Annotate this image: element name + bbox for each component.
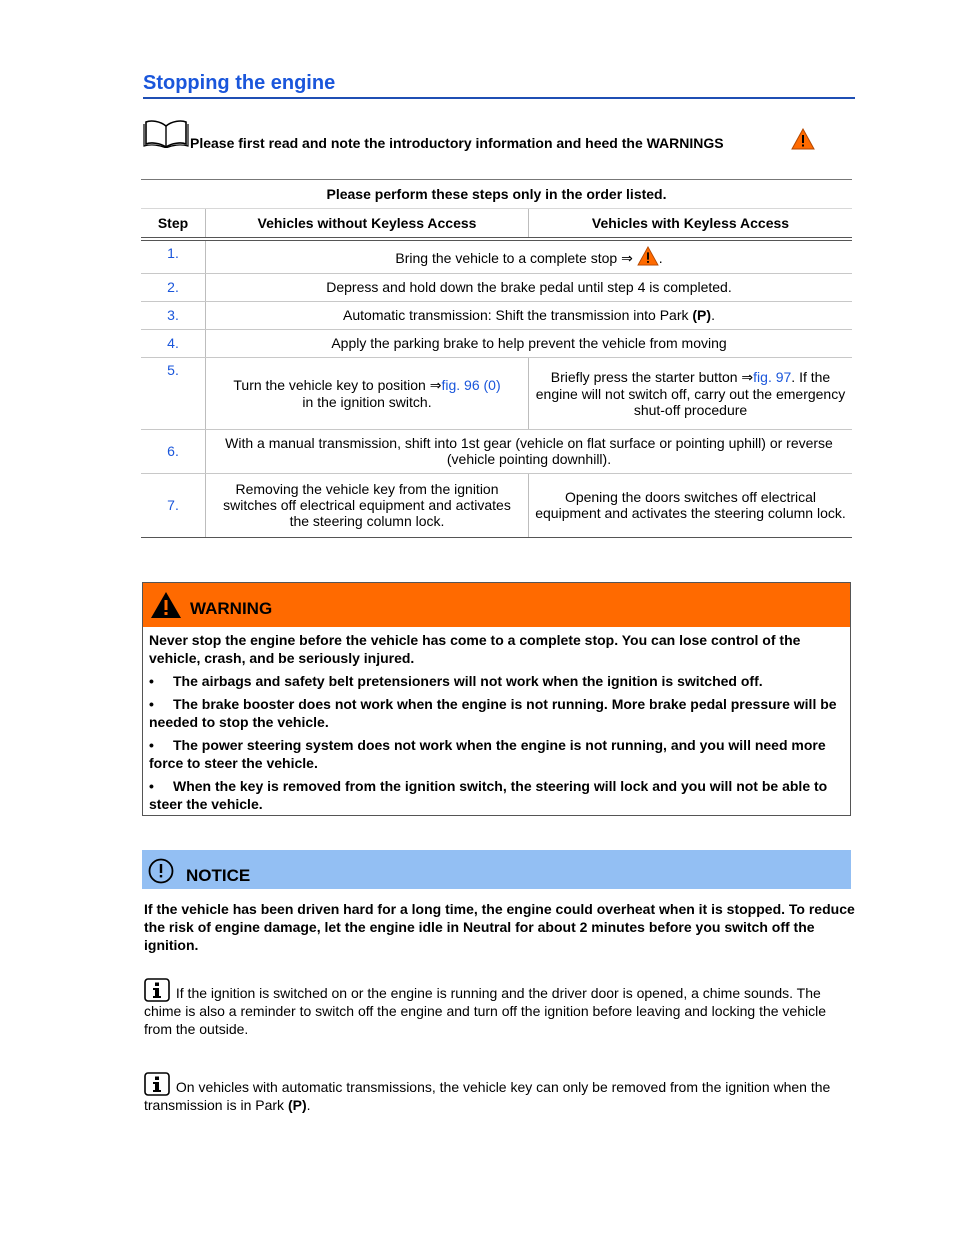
- warning-header: [143, 583, 850, 627]
- info-icon: [144, 978, 170, 1002]
- header-with-keyless: Vehicles with Keyless Access: [529, 209, 853, 240]
- step-text: Bring the vehicle to a complete stop ⇒ .: [206, 239, 853, 273]
- warning-triangle-icon[interactable]: [791, 128, 815, 150]
- warning-label: WARNING: [190, 599, 273, 618]
- intro-note: [143, 118, 855, 154]
- list-item: • The brake booster does not work when the engine is not running. More brake pedal pressure will be needed to stop the vehicle.: [149, 696, 837, 730]
- step-text-without-keyless: Removing the vehicle key from the ignition switches off electrical equipment and activates the steering column lock.: [206, 473, 529, 537]
- warning-triangle-icon: [150, 591, 182, 619]
- step-number: 6.: [141, 429, 206, 473]
- list-item: • When the key is removed from the ignition switch, the steering will lock and you will not be able to steer the vehicle.: [149, 778, 828, 812]
- warning-box: [142, 582, 851, 816]
- info-text: On vehicles with automatic transmissions, the vehicle key can only be removed from the ignition when the transmission is in Park: [144, 1079, 831, 1113]
- table-row: [141, 273, 852, 301]
- info-note: On vehicles with automatic transmissions, the vehicle key can only be removed from the ignition when the transmission is in Park (P).: [144, 1072, 856, 1114]
- page-title: Stopping the engine: [143, 72, 855, 99]
- info-text: If the ignition is switched on or the engine is running and the driver door is opened, a chime sounds. The chime is also a reminder to switch off the engine and turn off the ignition before leaving and locking the vehicle from the outside.: [144, 985, 827, 1037]
- list-item: • The airbags and safety belt pretensioners will not work when the ignition is switched off.: [149, 673, 763, 689]
- step-number: 4.: [141, 329, 206, 357]
- step-text: Apply the parking brake to help prevent the vehicle from moving: [206, 329, 853, 357]
- step-text-without-keyless: Turn the vehicle key to position ⇒fig. 96 (0) in the ignition switch.: [206, 357, 529, 429]
- step-number: 5.: [141, 357, 206, 429]
- table-row: [141, 239, 852, 273]
- step-number: 2.: [141, 273, 206, 301]
- step-text-with-keyless: Opening the doors switches off electrical equipment and activates the steering column lock.: [529, 473, 853, 537]
- table-row: [141, 301, 852, 329]
- table-row: [141, 473, 852, 537]
- header-step: Step: [141, 209, 206, 240]
- warning-triangle-icon[interactable]: [637, 246, 659, 266]
- info-icon: [144, 1072, 170, 1096]
- notice-text: If the vehicle has been driven hard for a long time, the engine could overheat when it is stopped. To reduce the risk of engine damage, let the engine idle in Neutral for about 2 minutes before you switch off the ignition.: [144, 901, 855, 953]
- warning-content: [149, 631, 841, 818]
- info-note: [144, 978, 856, 1038]
- list-item: • The power steering system does not work when the engine is not running, and you will need more force to steer the vehicle.: [149, 737, 826, 771]
- intro-text: Please first read and note the introductory information and heed the WARNINGS: [190, 135, 724, 151]
- steps-table: [141, 179, 852, 538]
- table-caption: Please perform these steps only in the order listed.: [141, 180, 852, 209]
- warning-lead: Never stop the engine before the vehicle has come to a complete stop. You can lose control of the vehicle, crash, and be seriously injured.: [149, 632, 801, 666]
- fig-97-link[interactable]: fig. 97: [753, 368, 792, 385]
- open-book-icon: [143, 118, 189, 148]
- step-text: With a manual transmission, shift into 1st gear (vehicle on flat surface or pointing uphill) or reverse (vehicle pointing downhill).: [206, 429, 853, 473]
- table-row: [141, 329, 852, 357]
- step-text: Automatic transmission: Shift the transmission into Park (P).: [206, 301, 853, 329]
- step-text: Depress and hold down the brake pedal until step 4 is completed.: [206, 273, 853, 301]
- step-number: 3.: [141, 301, 206, 329]
- step-text-with-keyless: Briefly press the starter button ⇒fig. 97. If the engine will not switch off, carry out the emergency shut-off procedure: [529, 357, 853, 429]
- step-number: 1.: [141, 239, 206, 273]
- notice-label: NOTICE: [186, 866, 251, 885]
- header-without-keyless: Vehicles without Keyless Access: [206, 209, 529, 240]
- fig-96-link[interactable]: fig. 96 (0): [441, 376, 501, 393]
- table-row: [141, 429, 852, 473]
- exclamation-circle-icon: [148, 858, 174, 884]
- step-number: 7.: [141, 473, 206, 537]
- table-row: [141, 357, 852, 429]
- notice-header: [142, 850, 851, 889]
